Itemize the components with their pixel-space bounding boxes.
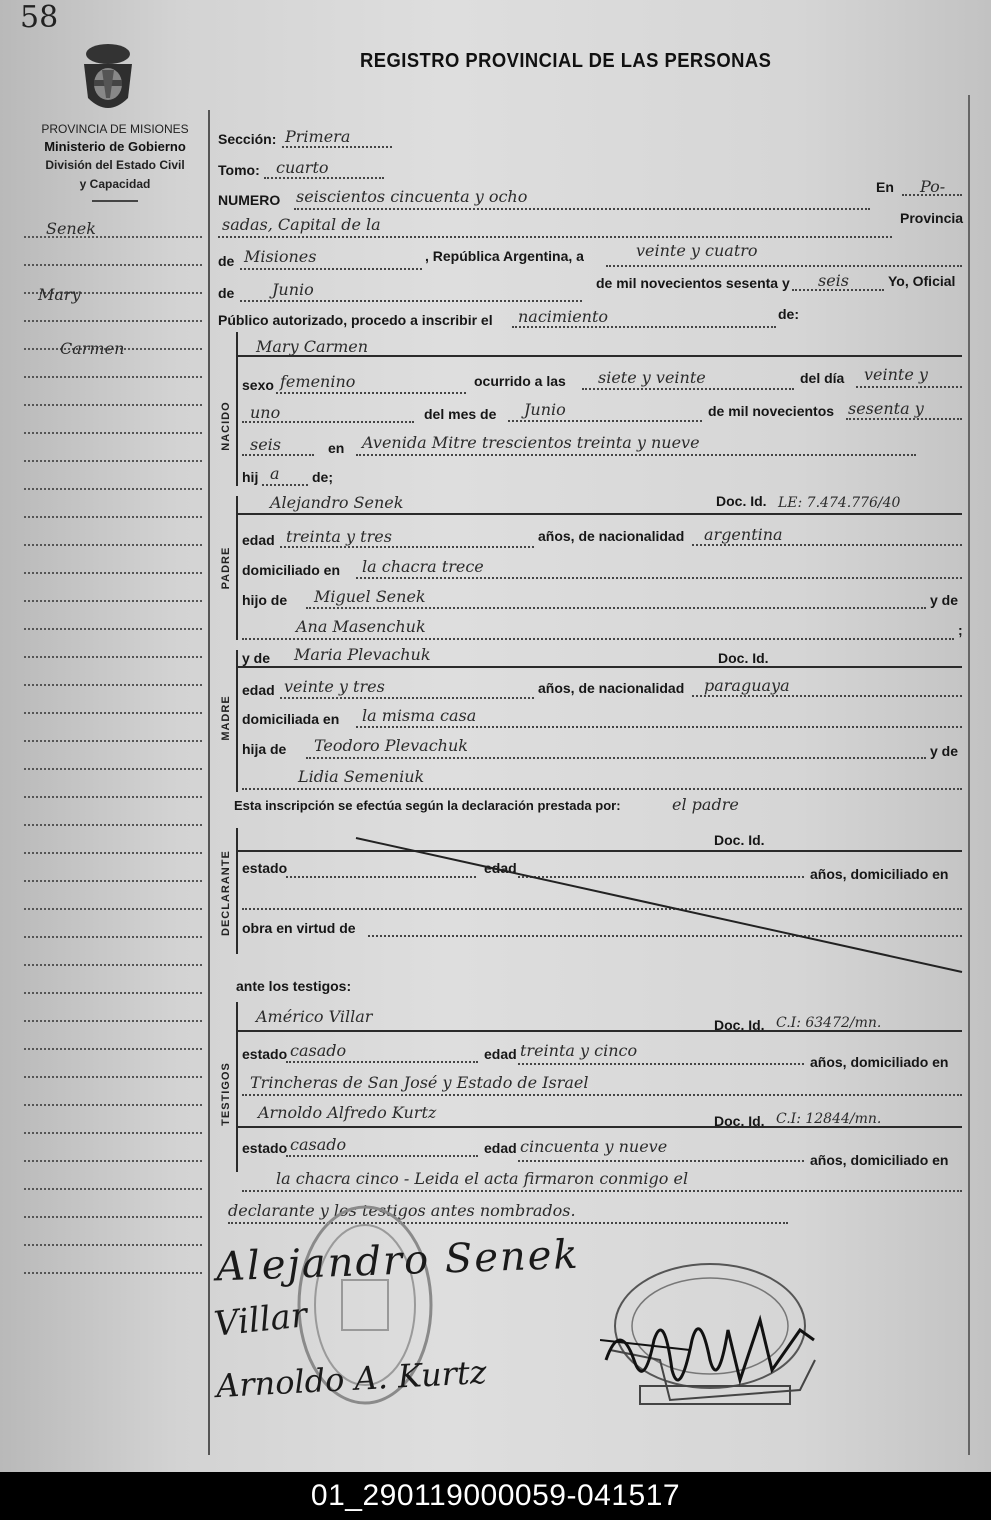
label-numero: NUMERO [218, 192, 281, 208]
sidebar-surname: Senek [46, 219, 96, 238]
label-madre-y-de-2: y de [930, 743, 959, 759]
label-t1-edad: edad [484, 1046, 517, 1062]
value-dia-nac-1: veinte y [864, 365, 928, 384]
value-provincia: Misiones [244, 247, 317, 266]
value-t2-dom: la chacra cinco - Leida el acta firmaron conmigo el [276, 1169, 689, 1188]
label-en: En [876, 179, 894, 195]
section-label-nacido: NACIDO [220, 401, 232, 451]
value-t1-dom: Trincheras de San José y Estado de Israel [250, 1073, 589, 1092]
label-padre-doc: Doc. Id. [716, 493, 767, 509]
value-sexo: femenino [280, 372, 356, 391]
value-madre-nombre: Maria Plevachuk [294, 645, 431, 664]
footer-id: 01_290119000059-041517 [310, 1479, 681, 1512]
signature-official-icon [600, 1300, 820, 1410]
label-t2-anos-dom: años, domiciliado en [810, 1152, 949, 1168]
document-title: REGISTRO PROVINCIAL DE LAS PERSONAS [360, 50, 772, 72]
label-ante-testigos: ante los testigos: [236, 978, 352, 994]
label-tomo: Tomo: [218, 162, 260, 178]
form-frame-left [208, 110, 210, 1455]
label-padre-edad: edad [242, 532, 275, 548]
value-cierre: declarante y los testigos antes nombrados. [228, 1201, 576, 1220]
office-line-4: y Capacidad [79, 177, 151, 191]
label-de-2: de [218, 285, 235, 301]
value-anio-nac-2: seis [250, 435, 282, 454]
signature-witness-2: Arnoldo A. Kurtz [215, 1352, 488, 1406]
label-madre-hija-de: hija de [242, 741, 287, 757]
label-madre-y-de: y de [242, 650, 271, 666]
value-en-part2: sadas, Capital de la [222, 215, 381, 234]
label-t1-anos-dom: años, domiciliado en [810, 1054, 949, 1070]
signature-official-label [600, 1410, 601, 1411]
label-declarante-doc: Doc. Id. [714, 832, 765, 848]
value-dia-nac-2: uno [250, 403, 281, 422]
label-declarante-obra: obra en virtud de [242, 920, 356, 936]
value-numero: seiscientos cincuenta y ocho [296, 187, 528, 206]
value-acto: nacimiento [518, 307, 609, 326]
label-sexo: sexo [242, 377, 274, 393]
label-publico: Público autorizado, procedo a inscribir el [218, 312, 493, 328]
section-label-declarante: DECLARANTE [220, 850, 232, 936]
value-padre-dom: la chacra trece [362, 557, 484, 576]
signature-witness-1: Villar [212, 1295, 309, 1345]
label-t1-doc: Doc. Id. [714, 1017, 765, 1033]
value-t1-edad: treinta y cinco [520, 1041, 638, 1060]
value-tomo: cuarto [276, 158, 329, 177]
value-en-part1: Po- [920, 177, 946, 196]
office-line-1: PROVINCIA DE MISIONES [41, 122, 189, 136]
value-t1-doc: C.I: 63472/mn. [776, 1015, 882, 1031]
section-label-madre: MADRE [220, 695, 232, 741]
label-madre-edad: edad [242, 682, 275, 698]
value-anio-nac-1: sesenta y [848, 399, 924, 418]
declarante-strike-line [236, 830, 966, 980]
label-ocurrido: ocurrido a las [474, 373, 566, 389]
form-frame-right [968, 95, 970, 1455]
value-padre-doc: LE: 7.474.776/40 [778, 495, 901, 511]
label-del-dia: del día [800, 370, 845, 386]
label-declarante-anos-dom: años, domiciliado en [810, 866, 949, 882]
value-declarante: el padre [672, 795, 739, 814]
office-line-2: Ministerio de Gobierno [44, 139, 186, 154]
section-label-testigos: TESTIGOS [220, 1062, 232, 1126]
value-padre-padre: Miguel Senek [314, 587, 426, 606]
label-t2-doc: Doc. Id. [714, 1113, 765, 1129]
label-seccion: Sección: [218, 131, 277, 147]
label-madre-anos-nac: años, de nacionalidad [538, 680, 685, 696]
label-de-colon: de: [778, 306, 799, 322]
label-de-mil-nov: de mil novecientos [708, 403, 835, 419]
label-declarante-edad: edad [484, 860, 517, 876]
value-anio: seis [818, 271, 850, 290]
label-de-1: de [218, 253, 235, 269]
value-t2-doc: C.I: 12844/mn. [776, 1111, 882, 1127]
label-provincia: Provincia [900, 210, 964, 226]
value-t2-edad: cincuenta y nueve [520, 1137, 668, 1156]
label-padre-anos-nac: años, de nacionalidad [538, 528, 685, 544]
sidebar-name-1: Mary [38, 285, 81, 304]
footer-id-bar [0, 1472, 991, 1520]
label-t2-edad: edad [484, 1140, 517, 1156]
value-t1-estado: casado [290, 1041, 347, 1060]
value-padre-madre: Ana Masenchuk [296, 617, 426, 636]
value-padre-nac: argentina [704, 525, 783, 544]
label-padre-y-de: y de [930, 592, 959, 608]
label-madre-doc: Doc. Id. [718, 650, 769, 666]
label-hij: hij [242, 469, 259, 485]
label-yo-oficial: Yo, Oficial [888, 273, 956, 289]
label-republica: , República Argentina, a [425, 248, 584, 264]
value-padre-nombre: Alejandro Senek [270, 493, 404, 512]
signature-father: Alejandro Senek [215, 1231, 581, 1291]
corner-mark: 58 [20, 0, 59, 35]
label-declarante-estado: estado [242, 860, 288, 876]
value-t2-nombre: Arnoldo Alfredo Kurtz [258, 1103, 437, 1122]
value-seccion: Primera [285, 127, 351, 146]
office-line-3: División del Estado Civil [45, 158, 185, 172]
value-t1-nombre: Américo Villar [256, 1007, 373, 1026]
value-lugar-nac: Avenida Mitre trescientos treinta y nueve [362, 433, 700, 452]
value-madre-dom: la misma casa [362, 706, 477, 725]
label-padre-hijo-de: hijo de [242, 592, 288, 608]
label-de-mil: de mil novecientos sesenta y [596, 275, 790, 291]
section-label-padre: PADRE [220, 546, 232, 590]
sidebar-name-2: Carmen [60, 339, 125, 358]
value-mes: Junio [272, 280, 314, 299]
value-mes-nac: Junio [524, 400, 566, 419]
label-padre-semicolon: ; [958, 622, 963, 638]
value-madre-madre: Lidia Semeniuk [298, 767, 425, 786]
value-dia: veinte y cuatro [636, 241, 758, 260]
value-padre-edad: treinta y tres [286, 527, 392, 546]
office-divider [92, 200, 138, 202]
value-madre-nac: paraguaya [704, 676, 790, 695]
label-del-mes: del mes de [424, 406, 497, 422]
value-madre-edad: veinte y tres [284, 677, 385, 696]
label-t2-estado: estado [242, 1140, 288, 1156]
label-en-lugar: en [328, 440, 345, 456]
coat-of-arms-icon [74, 40, 142, 120]
label-padre-dom: domiciliado en [242, 562, 341, 578]
value-t2-estado: casado [290, 1135, 347, 1154]
label-t1-estado: estado [242, 1046, 288, 1062]
label-madre-dom: domiciliada en [242, 711, 340, 727]
value-nombre: Mary Carmen [256, 337, 369, 356]
label-inscripcion: Esta inscripción se efectúa según la declaración prestada por: [234, 798, 621, 813]
value-hij-suffix: a [270, 464, 280, 483]
value-hora: siete y veinte [598, 368, 706, 387]
label-de-semicolon: de; [312, 469, 333, 485]
value-madre-padre: Teodoro Plevachuk [314, 736, 468, 755]
